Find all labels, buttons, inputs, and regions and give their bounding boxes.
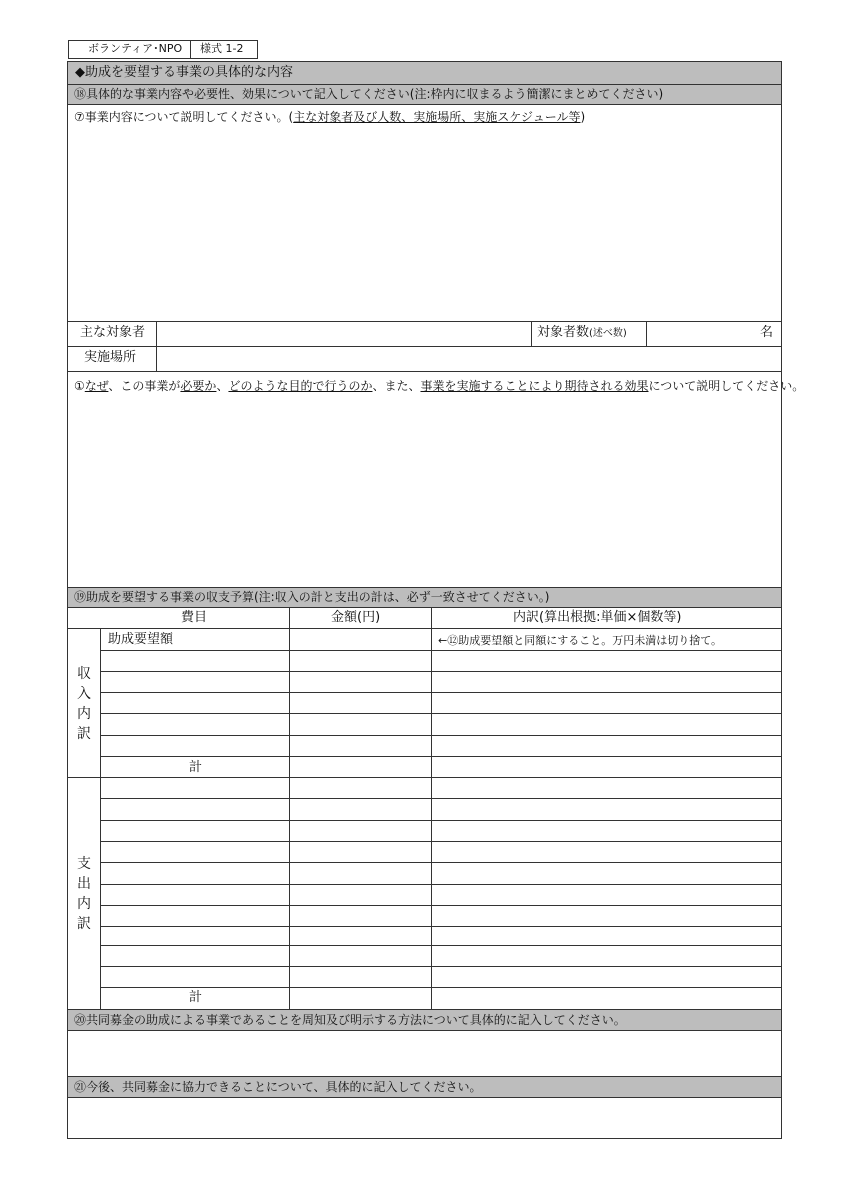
col-header-detail: 内訳(算出根拠:単価×個数等) [513,610,682,625]
grid-row-line [100,735,781,736]
q21-heading: ㉑今後、共同募金に協力できることについて、具体的に記入してください。 [74,1080,482,1094]
count-input[interactable] [647,322,757,345]
header-category: ボランティア･NPO [88,42,183,55]
grid-row-line [100,945,781,946]
col-header-amount: 金額(円) [331,610,381,625]
q18-b-answer-area[interactable] [68,398,781,586]
target-input[interactable] [157,322,530,345]
q19-heading: ⑲助成を要望する事業の収支予算(注:収入の計と支出の計は、必ず一致させてください。) [74,590,550,604]
grid-row-line [68,628,781,629]
expense-total-label: 計 [189,990,203,1005]
grid-row-line [100,905,781,906]
expense-side-label: 支 出 内 訳 [77,856,91,932]
grid-row-line [100,987,781,988]
grid-row-line [100,692,781,693]
count-unit: 名 [760,325,774,340]
col-header-item: 費目 [181,610,208,625]
header-form-no: 様式 1-2 [200,42,244,55]
place-label: 実施場所 [84,350,137,365]
count-label: 対象者数(述べ数) [537,325,627,340]
grid-row-line [100,966,781,967]
place-input[interactable] [157,347,780,370]
income-first-item: 助成要望額 [108,632,174,647]
q18-heading: ⑱具体的な事業内容や必要性、効果について記入してください(注:枠内に収まるよう簡潔にまとめてください) [74,87,664,101]
grid-row-line [100,820,781,821]
q18-a-answer-area[interactable] [68,128,781,320]
grid-row-line [100,713,781,714]
grid-row-line [100,926,781,927]
q18-a-prompt: ⑦事業内容について説明してください。(主な対象者及び人数、実施場所、実施スケジュール等) [74,110,586,124]
income-side-label: 収 入 内 訳 [77,666,91,742]
section-title: ◆助成を要望する事業の具体的な内容 [75,65,293,80]
q18-b-prompt: ①なぜ、この事業が必要か、どのような目的で行うのか、また、事業を実施することにより期待される効果について説明してください。 [74,379,805,393]
grid-col-line [100,628,101,1009]
grid-row-line [68,777,781,778]
grid-row-line [100,671,781,672]
q21-answer-area[interactable] [68,1098,781,1138]
q20-answer-area[interactable] [68,1031,781,1075]
grid-col-line [289,607,290,1009]
income-first-note: ←⑫助成要望額と同額にすること。万円未満は切り捨て。 [438,634,722,647]
grid-row-line [100,650,781,651]
grid-row-line [100,841,781,842]
target-label: 主な対象者 [80,325,146,340]
grid-row-line [100,756,781,757]
grid-row-line [100,862,781,863]
q20-heading: ⑳共同募金の助成による事業であることを周知及び明示する方法について具体的に記入してください。 [74,1013,626,1027]
grid-row-line [100,798,781,799]
grid-row-line [100,884,781,885]
income-total-label: 計 [189,760,203,775]
grid-col-line [431,607,432,1009]
